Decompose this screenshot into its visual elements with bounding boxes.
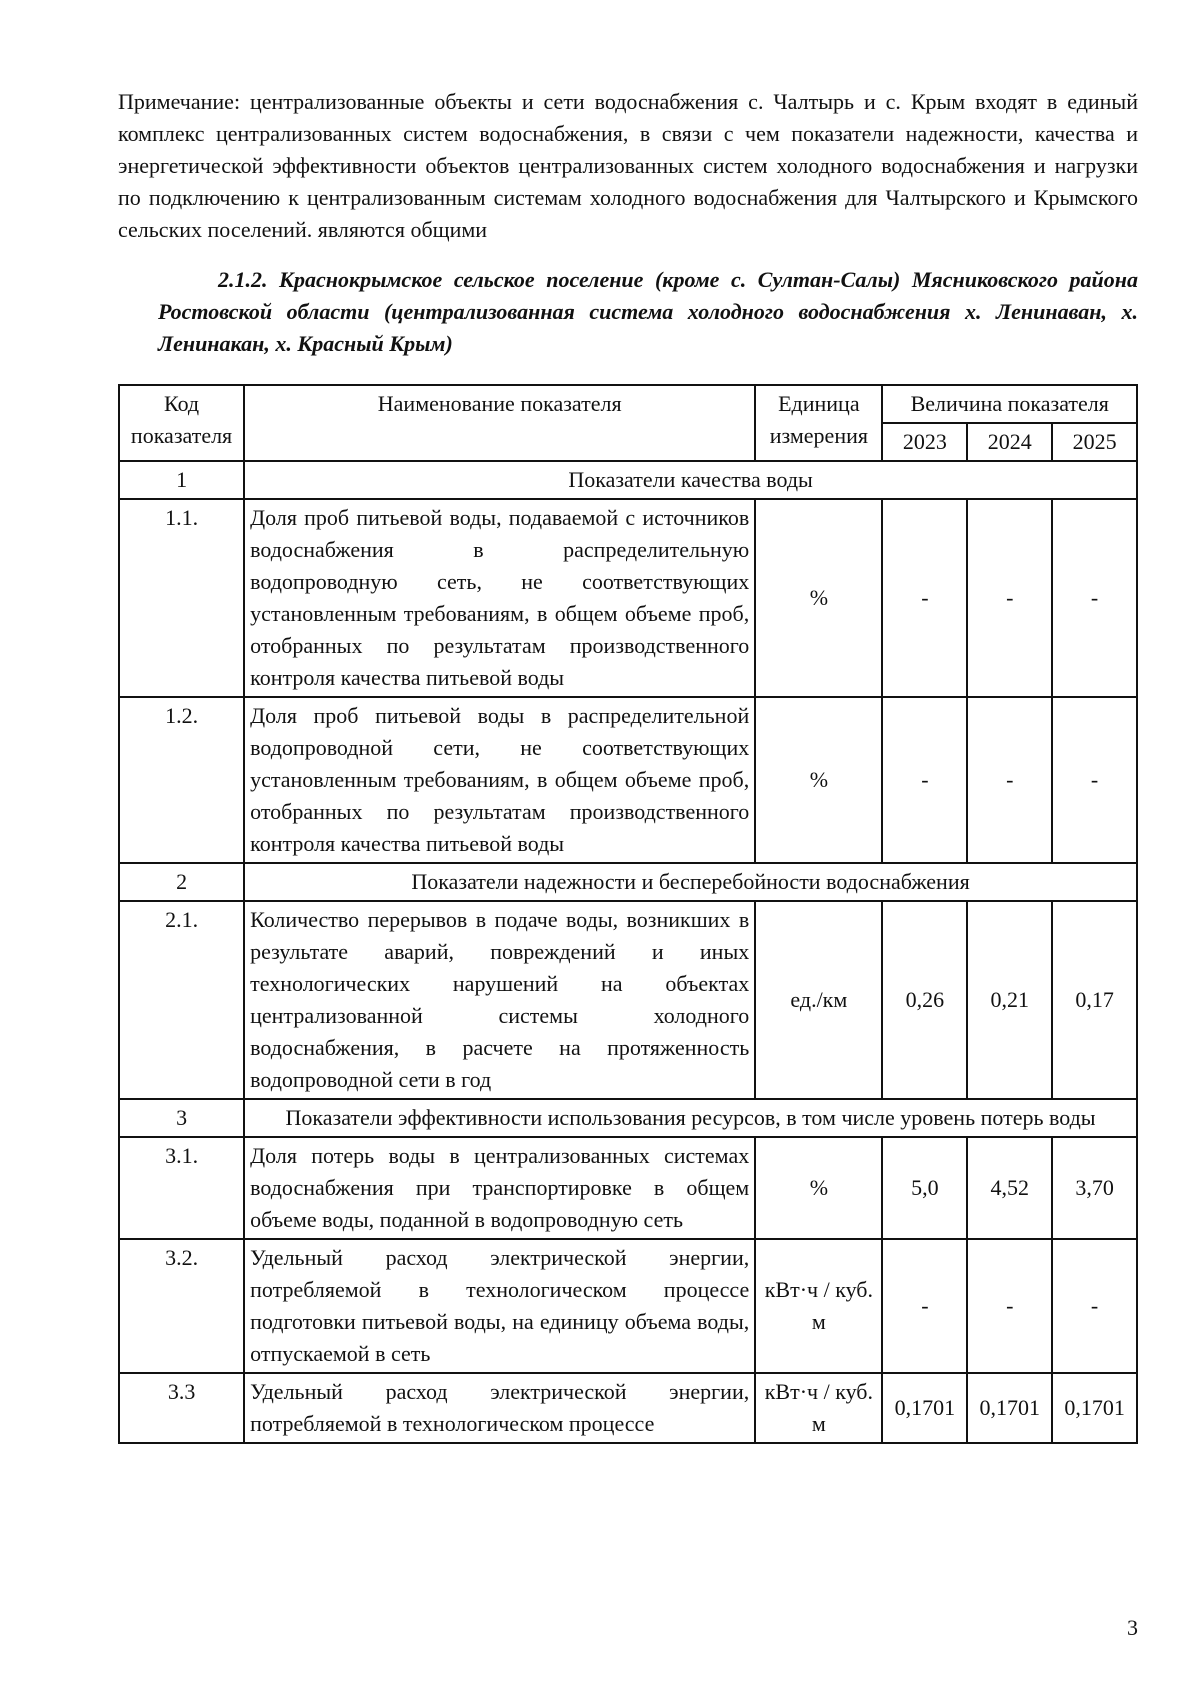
table-header-row: [119, 385, 1137, 423]
row-unit: %: [755, 499, 882, 697]
row-value-2025: 0,1701: [1052, 1373, 1137, 1443]
row-name: Удельный расход электрической энергии, потребляемой в технологическом процессе: [244, 1373, 755, 1443]
row-name: Доля потерь воды в централизованных системах водоснабжения при транспортировке в общем объеме воды, поданной в водопроводную сеть: [244, 1137, 755, 1239]
header-name: Наименование показателя: [244, 385, 755, 461]
row-value-2023: 0,1701: [882, 1373, 967, 1443]
table-row: [119, 1373, 1137, 1443]
row-code: 3.2.: [119, 1239, 244, 1373]
row-value-2024: -: [967, 697, 1052, 863]
row-unit: кВт·ч / куб. м: [755, 1239, 882, 1373]
row-code: 1.2.: [119, 697, 244, 863]
row-code: 1.1.: [119, 499, 244, 697]
table-row: [119, 1239, 1137, 1373]
table-row: [119, 1137, 1137, 1239]
section-heading: 2.1.2. Краснокрымское сельское поселение (кроме с. Султан-Салы) Мясниковского района Ростовской области (централизованная система холодного водоснабжения х. Ленинаван, х. Ленинакан, х. Красный Крым): [158, 267, 1138, 356]
header-year-2024: 2024: [967, 423, 1052, 461]
header-year-2023: 2023: [882, 423, 967, 461]
row-name: Доля проб питьевой воды, подаваемой с источников водоснабжения в распределительную водопроводную сеть, не соответствующих установленным требованиям, в общем объеме проб, отобранных по результатам производственного контроля качества питьевой воды: [244, 499, 755, 697]
row-name: Удельный расход электрической энергии, потребляемой в технологическом процессе подготовки питьевой воды, на единицу объема воды, отпускаемой в сеть: [244, 1239, 755, 1373]
row-value-2024: 0,21: [967, 901, 1052, 1099]
table-row: [119, 901, 1137, 1099]
header-code: Код показателя: [119, 385, 244, 461]
table-row: [119, 499, 1137, 697]
header-value-group: Величина показателя: [882, 385, 1137, 423]
note-paragraph: Примечание: централизованные объекты и сети водоснабжения с. Чалтырь и с. Крым входят в единый комплекс централизованных систем водоснабжения, в связи с чем показатели надежности, качества и энергетической эффективности объектов централизованных систем холодного водоснабжения и нагрузки по подключению к централизованным системам холодного водоснабжения для Чалтырского и Крымского сельских поселений. являются общими: [118, 89, 1138, 242]
row-value-2025: -: [1052, 697, 1137, 863]
row-value-2023: -: [882, 697, 967, 863]
row-name: Доля проб питьевой воды в распределительной водопроводной сети, не соответствующих установленным требованиям, в общем объеме проб, отобранных по результатам производственного контроля качества питьевой воды: [244, 697, 755, 863]
row-value-2024: -: [967, 499, 1052, 697]
row-value-2023: 0,26: [882, 901, 967, 1099]
group-title: Показатели качества воды: [244, 461, 1137, 499]
row-code: 2.1.: [119, 901, 244, 1099]
row-unit: %: [755, 697, 882, 863]
row-value-2025: 3,70: [1052, 1137, 1137, 1239]
page-number: 3: [1127, 1615, 1138, 1640]
row-value-2025: -: [1052, 1239, 1137, 1373]
header-unit: Единица измерения: [755, 385, 882, 461]
row-code: 3.1.: [119, 1137, 244, 1239]
table-group-row: [119, 863, 1137, 901]
row-unit: кВт·ч / куб. м: [755, 1373, 882, 1443]
row-code: 3.3: [119, 1373, 244, 1443]
row-value-2025: -: [1052, 499, 1137, 697]
table-row: [119, 697, 1137, 863]
group-code: 3: [119, 1099, 244, 1137]
row-value-2023: 5,0: [882, 1137, 967, 1239]
table-group-row: [119, 461, 1137, 499]
row-value-2024: 0,1701: [967, 1373, 1052, 1443]
header-year-2025: 2025: [1052, 423, 1137, 461]
row-value-2024: -: [967, 1239, 1052, 1373]
row-unit: %: [755, 1137, 882, 1239]
row-value-2023: -: [882, 1239, 967, 1373]
group-code: 2: [119, 863, 244, 901]
indicators-table: [118, 384, 1138, 1444]
row-value-2025: 0,17: [1052, 901, 1137, 1099]
group-code: 1: [119, 461, 244, 499]
row-unit: ед./км: [755, 901, 882, 1099]
table-group-row: [119, 1099, 1137, 1137]
group-title: Показатели надежности и бесперебойности водоснабжения: [244, 863, 1137, 901]
row-value-2024: 4,52: [967, 1137, 1052, 1239]
row-value-2023: -: [882, 499, 967, 697]
row-name: Количество перерывов в подаче воды, возникших в результате аварий, повреждений и иных технологических нарушений на объектах централизованной системы холодного водоснабжения, в расчете на протяженность водопроводной сети в год: [244, 901, 755, 1099]
group-title: Показатели эффективности использования ресурсов, в том числе уровень потерь воды: [244, 1099, 1137, 1137]
